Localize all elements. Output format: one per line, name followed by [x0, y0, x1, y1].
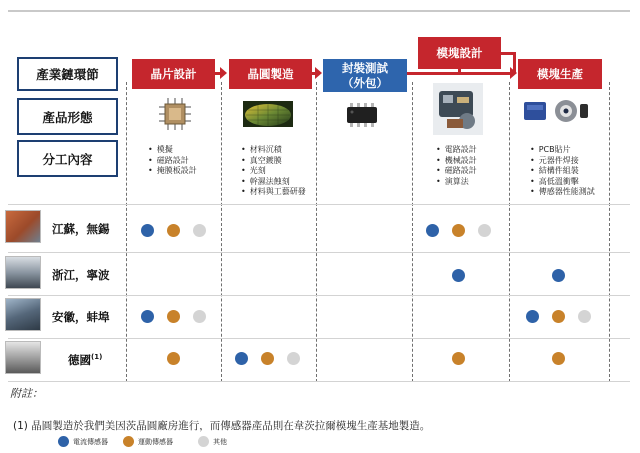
sensor-modules-icon — [522, 96, 590, 126]
legend-label-other: 其他 — [213, 438, 227, 446]
current-sensor-dot — [552, 269, 565, 282]
other-dot — [193, 224, 206, 237]
other-dot — [478, 224, 491, 237]
task-item: • 磁路設計 — [436, 166, 477, 177]
germany-facility-photo — [5, 341, 41, 374]
top-rule — [8, 10, 630, 12]
motion-sensor-dot — [167, 310, 180, 323]
row-divider — [8, 204, 630, 205]
motion-sensor-dot — [452, 352, 465, 365]
legend-swatch-current — [58, 436, 69, 447]
stage-packaging-test: 封裝測試 （外包） — [323, 59, 407, 92]
row-divider — [8, 338, 630, 339]
current-sensor-dot — [235, 352, 248, 365]
bengbu-facility-photo — [5, 298, 41, 331]
side-label-chain: 產業鏈環節 — [17, 57, 118, 91]
connector-module-design-down — [513, 52, 516, 73]
task-item: • 高低溫衝擊 — [530, 177, 595, 188]
motion-sensor-dot — [167, 352, 180, 365]
wuxi-facility-photo — [5, 210, 41, 243]
task-item: • 機械設計 — [436, 156, 477, 167]
other-dot — [578, 310, 591, 323]
location-label-germany: 德國$^{(1)}$ — [68, 353, 103, 367]
row-divider — [8, 295, 630, 296]
motion-sensor-dot — [452, 224, 465, 237]
task-item: • 材料與工藝研發 — [241, 187, 306, 198]
motion-sensor-dot — [552, 310, 565, 323]
tasks-chip-design — [148, 145, 197, 177]
stage-module-design: 模塊設計 — [418, 37, 501, 69]
task-item: • 光刻 — [241, 166, 306, 177]
task-item: • 磁路設計 — [148, 156, 197, 167]
legend-swatch-motion — [123, 436, 134, 447]
current-sensor-dot — [426, 224, 439, 237]
task-item: • 掩膜板設計 — [148, 166, 197, 177]
task-item: • 電路設計 — [436, 145, 477, 156]
footnote-marker: (1) — [91, 353, 103, 362]
task-item: • 材料沉積 — [241, 145, 306, 156]
column-divider — [609, 82, 610, 382]
circuit-board-icon — [433, 83, 483, 135]
side-label-division: 分工內容 — [17, 140, 118, 177]
column-divider — [126, 82, 127, 382]
side-label-product-form: 產品形態 — [17, 98, 118, 135]
task-item: • PCB貼片 — [530, 145, 595, 156]
legend-swatch-other — [198, 436, 209, 447]
connector-design-stem — [458, 69, 461, 74]
legend-label-current: 電流傳感器 — [73, 438, 108, 446]
row-divider — [8, 252, 630, 253]
tasks-module-design — [436, 145, 477, 187]
task-item: • 演算法 — [436, 177, 477, 188]
row-divider — [8, 381, 630, 382]
motion-sensor-dot — [167, 224, 180, 237]
task-item: • 結構件組裝 — [530, 166, 595, 177]
current-sensor-dot — [452, 269, 465, 282]
column-divider — [509, 82, 510, 382]
current-sensor-dot — [141, 310, 154, 323]
location-label-wuxi: 江蘇，無錫 — [52, 222, 110, 236]
current-sensor-dot — [141, 224, 154, 237]
task-item: • 真空鍍膜 — [241, 156, 306, 167]
task-item: • 模擬 — [148, 145, 197, 156]
column-divider — [412, 82, 413, 382]
task-item: • 幹濕法蝕刻 — [241, 177, 306, 188]
motion-sensor-dot — [552, 352, 565, 365]
other-dot — [287, 352, 300, 365]
task-item: • 元器件焊接 — [530, 156, 595, 167]
location-label-bengbu: 安徽，蚌埠 — [52, 310, 110, 324]
ningbo-facility-photo — [5, 256, 41, 289]
silicon-wafer-icon — [243, 101, 293, 127]
motion-sensor-dot — [261, 352, 274, 365]
tasks-wafer-fab — [241, 145, 306, 198]
location-label-ningbo: 浙江，寧波 — [52, 268, 110, 282]
footnote-text: (1) 晶圓製造於我們美因茨晶圓廠房進行，而傳感器產品則在韋茨拉爾模塊生產基地製造。 — [13, 420, 431, 432]
arrow-wafer-to-packaging — [312, 72, 316, 75]
tasks-module-production — [530, 145, 595, 198]
other-dot — [193, 310, 206, 323]
stage-chip-design: 晶片設計 — [132, 59, 215, 89]
legend-label-motion: 運動傳感器 — [138, 438, 173, 446]
arrow-chip-to-wafer — [215, 72, 221, 75]
chip-die-icon — [157, 96, 193, 132]
current-sensor-dot — [526, 310, 539, 323]
stage-wafer-fab: 晶圓製造 — [229, 59, 312, 89]
column-divider — [316, 82, 317, 382]
column-divider — [221, 82, 222, 382]
packaged-ic-icon — [345, 102, 379, 128]
task-item: • 傳感器性能測試 — [530, 187, 595, 198]
stage-module-production: 模塊生產 — [518, 59, 602, 89]
notes-heading: 附註： — [10, 387, 43, 400]
